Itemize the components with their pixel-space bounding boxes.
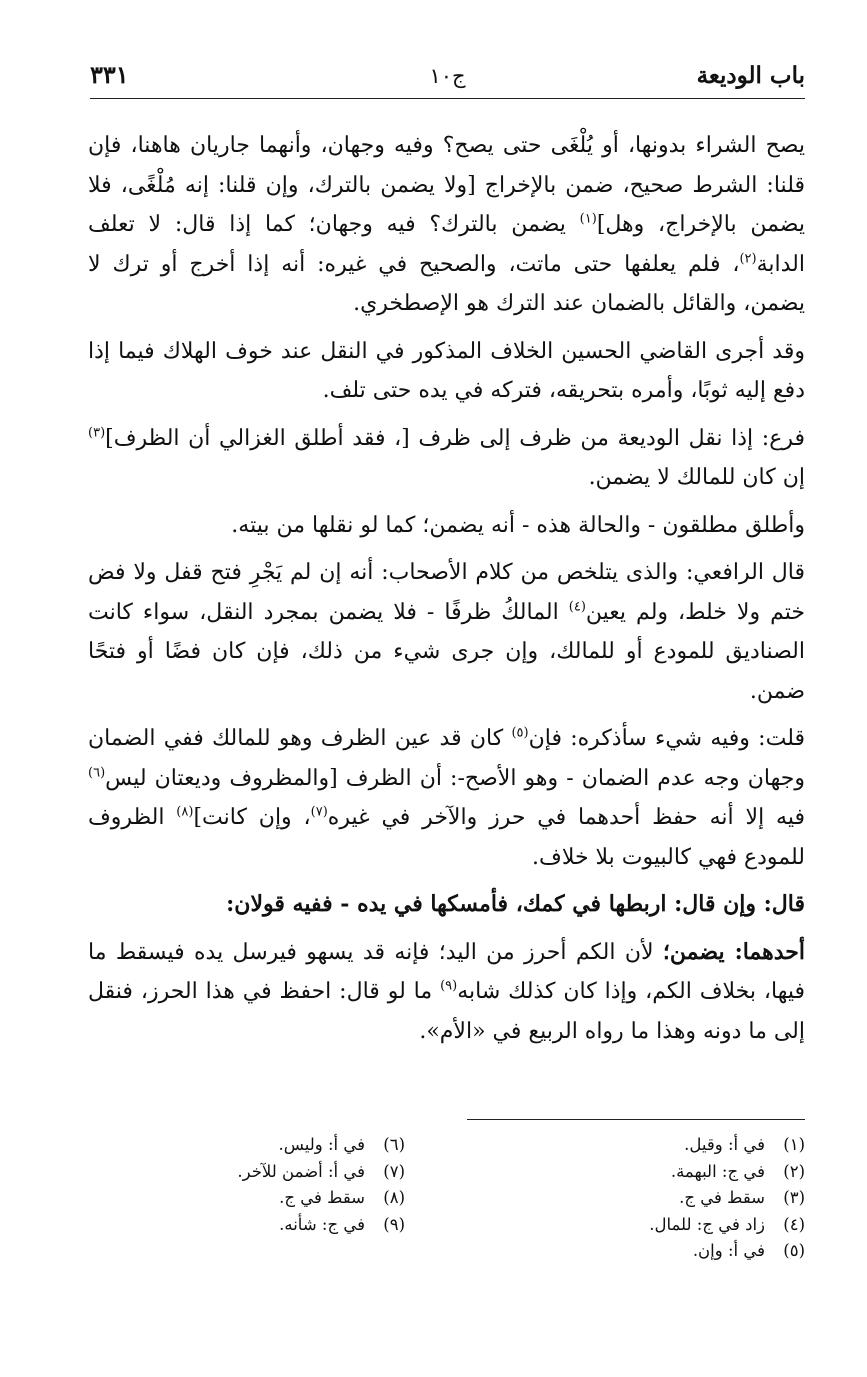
footnote-number: (٨) (383, 1188, 405, 1207)
footnote-marker: (٣) (88, 425, 106, 441)
text-segment: فيه إلا أنه حفظ أحدهما في حرز والآخر في غيره (327, 805, 805, 830)
text-segment: فرع: إذا نقل الوديعة من ظرف إلى ظرف [، فقد أطلق الغزالي أن الظرف] (105, 425, 805, 451)
footnote-item (105, 1212, 405, 1239)
footnote-text: في أ: أضمن للآخر. (237, 1161, 365, 1181)
footnote-item (485, 1159, 805, 1186)
paragraph (88, 332, 805, 411)
paragraph (88, 419, 805, 498)
text-segment: الظروف للمودع فهي كالبيوت بلا خلاف. (88, 805, 805, 870)
paragraph (88, 553, 805, 711)
text-segment: يضمن بالترك؟ فيه وجهان؛ كما إذا قال: لا تعلف الدابة (88, 212, 805, 277)
footnote-marker: (٨) (176, 804, 194, 820)
footnote-marker: (٧) (310, 804, 328, 820)
footnote-text: زاد في ج: للمال. (649, 1214, 765, 1234)
text-segment: أحدهما: يضمن؛ (662, 938, 805, 965)
footnote-item (485, 1212, 805, 1239)
footnote-item (485, 1132, 805, 1159)
text-segment: وقد أجرى القاضي الحسين الخلاف المذكور في النقل عند خوف الهلاك فيما إذا دفع إليه ثوبًا، وأمره بتحريقه، فتركه في يده حتى تلف. (88, 338, 805, 403)
text-segment: قال: وإن قال: اربطها في كمك، فأمسكها في يده - ففيه قولان: (226, 891, 805, 917)
page-number: ٣٣١ (90, 60, 129, 89)
text-segment: يصح الشراء بدونها، أو يُلْغَى حتى يصح؟ وفيه وجهان، وأنهما جاريان هاهنا، فإن قلنا: الشرط صحيح، ضمن بالإخراج [ولا يضمن بالترك، وإن قلنا: إنه مُلْغًى، فلا يضمن بالإخراج، وهل] (88, 133, 805, 237)
paragraph (88, 719, 805, 877)
footnote-item (485, 1185, 805, 1212)
section-heading (88, 885, 805, 925)
footnote-text: في ج: شأنه. (279, 1214, 365, 1234)
text-segment: قلت: وفيه شيء سأذكره: فإن (528, 726, 805, 751)
main-text (88, 126, 805, 1059)
footnote-item (105, 1132, 405, 1159)
page-header (90, 58, 805, 99)
footnote-text: في أ: وليس. (278, 1135, 365, 1154)
footnote-text: سقط في ج. (279, 1188, 365, 1207)
footnote-number: (٧) (383, 1161, 405, 1181)
footnote-number: (٢) (783, 1161, 805, 1181)
footnote-marker: (٤) (568, 599, 586, 615)
footnote-marker: (٩) (440, 978, 458, 994)
footnote-number: (٣) (783, 1188, 805, 1207)
footnote-item (105, 1185, 405, 1212)
footnote-number: (١) (783, 1135, 805, 1154)
footnote-item (485, 1238, 805, 1265)
footnotes-column-right (485, 1132, 805, 1265)
footnote-marker: (٦) (88, 765, 106, 781)
footnotes-column-left (105, 1132, 405, 1238)
footnote-marker: (٢) (739, 251, 757, 267)
paragraph (88, 126, 805, 324)
footnote-number: (٥) (783, 1241, 805, 1260)
footnote-number: (٦) (383, 1135, 405, 1154)
chapter-title: باب الوديعة (696, 62, 805, 89)
footnote-text: في ج: البهمة. (670, 1161, 765, 1181)
footnote-text: في أ: وقيل. (684, 1135, 765, 1154)
footnote-text: في أ: وإن. (692, 1241, 765, 1260)
footnote-marker: (١) (579, 211, 597, 227)
text-segment: ، وإن كانت] (193, 805, 311, 830)
text-segment: وأطلق مطلقون - والحالة هذه - أنه يضمن؛ كما لو نقلها من بيته. (231, 512, 805, 538)
paragraph (88, 933, 805, 1052)
paragraph (88, 506, 805, 546)
text-segment: إن كان للمالك لا يضمن. (588, 465, 805, 490)
text-segment: لأن الكم أحرز من اليد؛ فإنه قد يسهو فيرسل يده فيسقط ما فيها، بخلاف الكم، وإذا كان كذلك شابه (88, 939, 806, 1004)
text-segment: كان قد عين الظرف وهو للمالك ففي الضمان وجهان وجه عدم الضمان - وهو الأصح-: أن الظرف [والمظروف وديعتان ليس (88, 726, 805, 791)
footnote-marker: (٥) (511, 725, 529, 741)
footnote-item (105, 1159, 405, 1186)
text-segment: قال الرافعي: والذى يتلخص من كلام الأصحاب: أنه إن لم يَجْرِ فتح قفل ولا فض ختم ولا خلط، ولم يعين (88, 560, 805, 625)
text-segment: المالكُ ظرفًا - فلا يضمن بمجرد النقل، سواء كانت الصناديق للمودع أو للمالك، وإن جرى شيء من ذلك، فإن كان فضًا أو فتحًا ضمن. (88, 599, 805, 704)
footnote-text: سقط في ج. (679, 1188, 765, 1207)
volume-number: ج١٠ (429, 64, 466, 88)
footnote-separator (467, 1119, 805, 1120)
text-segment: ، فلم يعلفها حتى ماتت، والصحيح في غيره: أنه إذا أخرج أو ترك لا يضمن، والقائل بالضمان عند الترك هو الإصطخري. (88, 251, 805, 316)
footnote-number: (٩) (383, 1214, 405, 1234)
footnote-number: (٤) (783, 1214, 805, 1234)
text-segment: ما لو قال: احفظ في هذا الحرز، فنقل إلى ما دونه وهذا ما رواه الربيع في «الأم». (88, 979, 805, 1044)
